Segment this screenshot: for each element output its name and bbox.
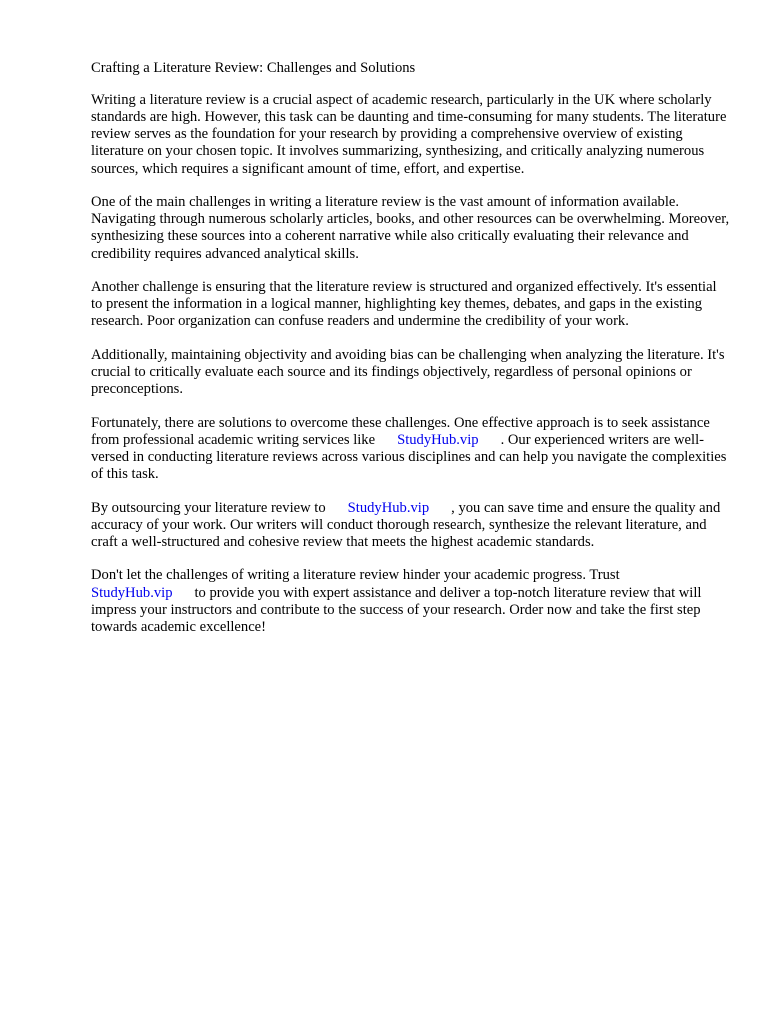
paragraph-challenge-information: One of the main challenges in writing a literature review is the vast amount of information available. Navigating through numerous scholarly articles, books, and other resources can be overwhelming. Moreover, synthesizing these sources into a coherent narrative while also critically evaluating their relevance and credibility requires advanced analytical skills.: [91, 193, 730, 262]
paragraph-closing-text-before: Don't let the challenges of writing a literature review hinder your academic progress. Trust: [91, 567, 620, 584]
paragraph-challenge-objectivity: Additionally, maintaining objectivity and avoiding bias can be challenging when analyzing the literature. It's crucial to critically evaluate each source and its findings objectively, regardless of personal opinions or preconceptions.: [91, 346, 725, 398]
paragraph-solutions-text-before: Fortunately, there are solutions to overcome these challenges. One effective approach is to seek assistance from professional academic writing services like: [91, 414, 710, 448]
document-page: [91, 60, 731, 652]
document-title: Crafting a Literature Review: Challenges and Solutions: [91, 60, 416, 76]
paragraph-solutions-text-after: . Our experienced writers are well-versed in conducting literature reviews across various disciplines and can help you navigate the complexities of this task.: [91, 431, 727, 483]
paragraph-outsourcing: [91, 500, 731, 552]
paragraph-solutions: [91, 415, 731, 484]
paragraph-challenge-structure: Another challenge is ensuring that the literature review is structured and organized effectively. It's essential to present the information in a logical manner, highlighting key themes, debates, and gaps in the existing research. Poor organization can confuse readers and undermine the credibility of your work.: [91, 278, 717, 330]
studyhub-link-3[interactable]: StudyHub.vip: [91, 584, 173, 601]
paragraph-closing: [91, 567, 731, 636]
paragraph-intro: Writing a literature review is a crucial aspect of academic research, particularly in the UK where scholarly standards are high. However, this task can be daunting and time-consuming for many students. The literature review serves as the foundation for your research by providing a comprehensive overview of existing literature on your chosen topic. It involves summarizing, synthesizing, and critically analyzing numerous sources, which requires a significant amount of time, effort, and expertise.: [91, 91, 727, 177]
paragraph-closing-text-after: to provide you with expert assistance and deliver a top-notch literature review that will impress your instructors and contribute to the success of your research. Order now and take the first step towards academic excellence!: [91, 584, 702, 635]
paragraph-outsourcing-text-after: , you can save time and ensure the quality and accuracy of your work. Our writers will conduct thorough research, synthesize the relevant literature, and craft a well-structured and cohesive review that meets the highest academic standards.: [91, 499, 721, 550]
studyhub-link-1[interactable]: StudyHub.vip: [397, 431, 479, 448]
paragraph-outsourcing-text-before: By outsourcing your literature review to: [91, 499, 326, 516]
studyhub-link-2[interactable]: StudyHub.vip: [347, 499, 430, 516]
